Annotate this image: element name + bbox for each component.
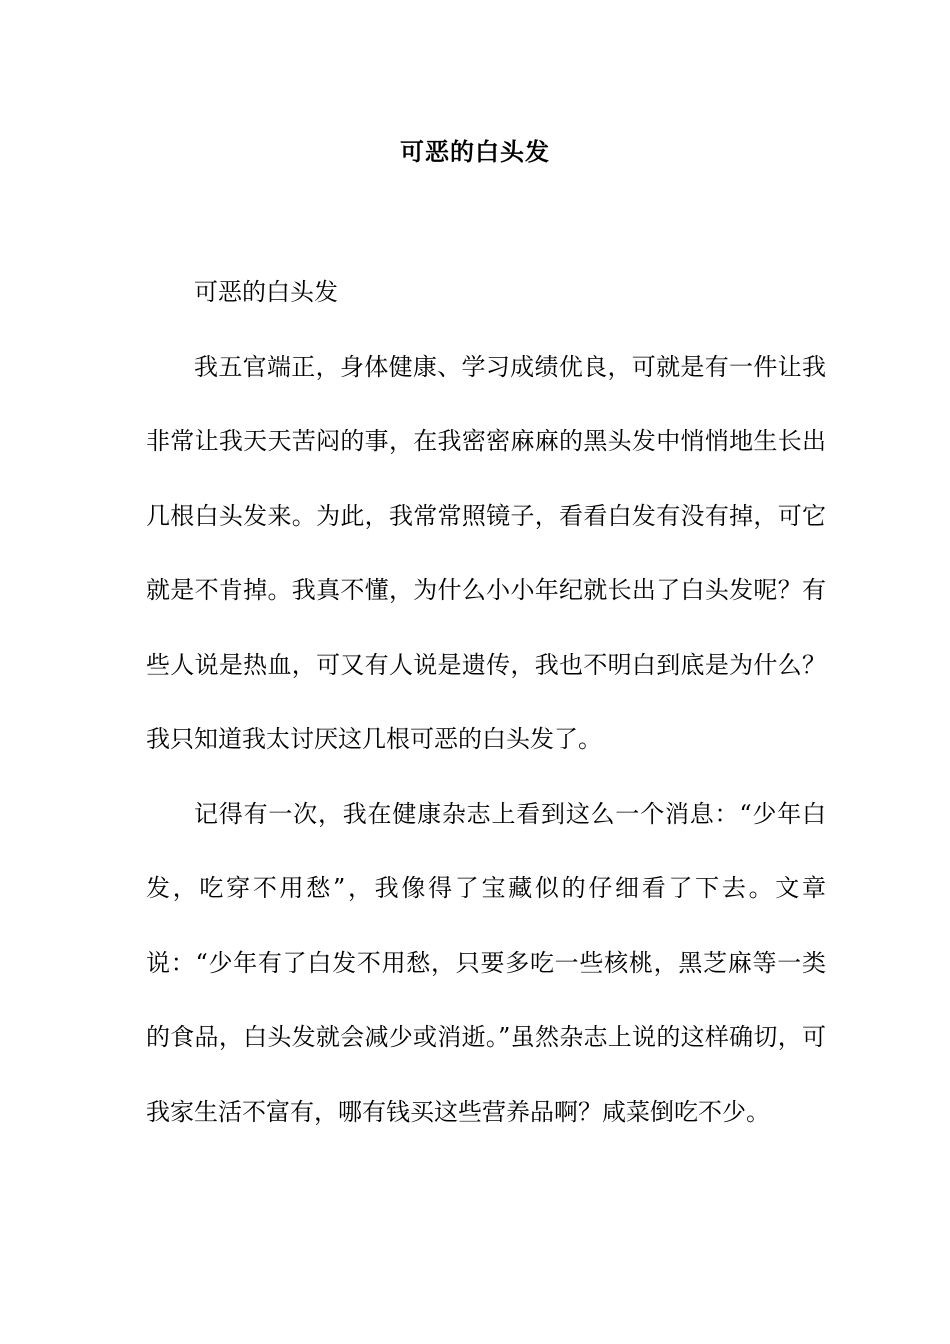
document-title: 可恶的白头发 (400, 137, 550, 166)
document-body (146, 255, 826, 1149)
paragraph-heading: 可恶的白头发 (194, 278, 338, 306)
paragraph: 我五官端正，身体健康、学习成绩优良，可就是有一件让我非常让我天天苦闷的事，在我密密麻麻的黑头发中悄悄地生长出几根白头发来。为此，我常常照镜子，看看白发有没有掉，可它就是不肯掉。我真不懂，为什么小小年纪就长出了白头发呢？有些人说是热血，可又有人说是遗传，我也不明白到底是为什么？我只知道我太讨厌这几根可恶的白头发了。 (146, 352, 826, 753)
paragraph: 记得有一次，我在健康杂志上看到这么一个消息：“少年白发，吃穿不用愁”，我像得了宝藏似的仔细看了下去。文章说：“少年有了白发不用愁，只要多吃一些核桃，黑芝麻等一类的食品，白头发就会减少或消逝。”虽然杂志上说的这样确切，可我家生活不富有，哪有钱买这些营养品啊？咸菜倒吃不少。 (146, 799, 826, 1126)
